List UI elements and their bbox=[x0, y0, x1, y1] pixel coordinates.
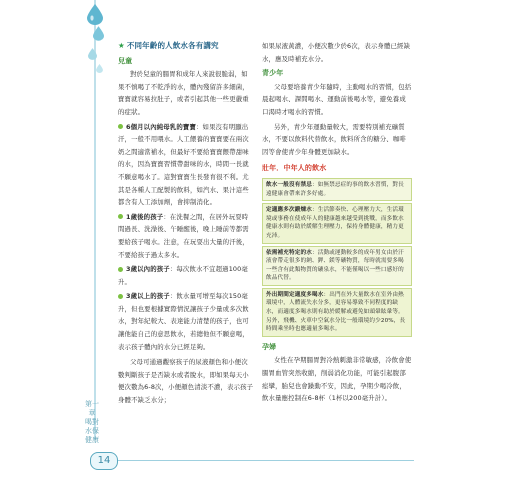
star-icon: ★ bbox=[118, 41, 125, 50]
bullet-icon bbox=[118, 294, 123, 299]
water-drop-icon bbox=[96, 64, 103, 73]
paragraph: 女性在孕期腸胃對冷熱刺激非常敏感，冷飲會使腸胃血管突然收縮，削弱消化功能，可能引起腹部痙攣，胎兒也會躁動不安，因此，孕期少喝冷飲，飲水量應控制在6-8杯（1杯以200毫升計）。 bbox=[262, 356, 412, 403]
paragraph: 如果尿液黃濃，小便次數少於6次，表示身體已經缺水，應及時補充水分。 bbox=[262, 42, 411, 63]
section-heading-adult: 壯年．中年人的飲水 bbox=[262, 164, 327, 173]
left-column bbox=[118, 40, 254, 407]
water-drop-icon bbox=[93, 26, 104, 41]
section-heading-pregnant: 孕婦 bbox=[262, 342, 277, 351]
paragraph: 對於兒童的腸胃和成年人來說很脆弱，如果不慎喝了不乾淨的水，體內殘留許多細菌，寶寶就容易拉肚子，或者引起其他一些更嚴重的症狀。 bbox=[118, 70, 249, 116]
bullet-icon bbox=[118, 214, 123, 219]
bullet-item: 1歲後的孩子：在洗餐之間，在居外玩耍時間過長、洗澡後、午睡醒後，晚上睡前等都需要給孩子喝水。注意，在玩耍出大量的汗後，不要給孩子過太多水。 bbox=[118, 212, 249, 259]
paragraph: 父母可通過觀察孩子的尿液顏色和小便次數判斷孩子是否缺水或者脫水，即如果每天小便次數為6-8次，小便顏色清淡不濃，表示孩子身體不缺乏水分； bbox=[118, 358, 254, 405]
tip-box: 定適應多次鍛煉水：生活節奏快、心理壓力大，生活環境或事務在使成年人的健康越來越受到挑戰，而多飲水健康水則有助於緩解生理壓力，保持身體健康，精力更充沛。 bbox=[262, 203, 412, 243]
bullet-item: 3歲以上的孩子：飲水量可增至每次150毫升，但也要根據實際情況讓孩子少量或多次飲水，對年紀較大、表達能力清楚的孩子，也可讓他能自己的意思飲水，若總他但不願意喝，表示孩子體內的水分已經足夠。 bbox=[118, 292, 249, 351]
water-drop-icon bbox=[88, 48, 97, 60]
bullet-icon bbox=[118, 267, 123, 272]
bullet-item: 3歲以內的孩子：每次飲水不宜超過100毫升。 bbox=[118, 265, 248, 286]
page-number: 14 bbox=[90, 452, 118, 470]
bullet-icon bbox=[118, 124, 123, 129]
bullet-item: 6個月以內純母乳的寶寶：如果沒有明顯出汗，一般不用喂水。人工餵養的寶寶要在兩次奶之間適當補水，但最好不要給寶寶餵帶甜味的水，因為寶寶習慣帶甜味的水，時間一長就不願意喝水了。這對寶寶生長發育很不利。尤其是各種人工配製的飲料，如汽水、果汁這些都含有人工添加劑，會抑制消化。 bbox=[118, 122, 249, 207]
article-title: ★ 不同年齡的人飲水各有講究 bbox=[118, 41, 219, 50]
water-drop-icon bbox=[87, 4, 103, 25]
right-column bbox=[262, 40, 412, 405]
paragraph: 另外，青少年運動量較大，需要特別補充礦質水，不要以飲料代替飲水，飲料所含的糖分、咖啡因等會使青少年身體更加缺水。 bbox=[262, 122, 406, 156]
chapter-label: 第一章 喝對水保健康 bbox=[85, 400, 99, 444]
section-heading-teen: 青少年 bbox=[262, 69, 284, 78]
tip-box: 外出期間定適度多喝水：出門在外大量飲水在室外由熱環境中，人體流失水分多，更容易導致不同程度的缺水，而適度多喝水則有助於緩解或避免如頭暈眩暈等。另外，飛機、火車中空氣水分比一般環境約少20%，長時間乘坐時也應適量多喝水。 bbox=[262, 288, 412, 337]
footer-line bbox=[114, 460, 414, 461]
paragraph: 父母要培養青少年隨時，主動喝水的習慣，包括晨起喝水、課間喝水、運動前後喝水等，避免養成口渴時才喝水的習慣。 bbox=[262, 82, 412, 116]
section-heading-children: 兒童 bbox=[118, 56, 133, 65]
tip-box: 依需補充特定的水：活動或運動較多的成年男女由於汗液會帶走很多的鈉、鉀、鎂等礦物質，每時就需要多喝一些含有此類物質的礦泉水，不能僅喝以一些口感好的飲品代替。 bbox=[262, 246, 412, 286]
tip-box: 飲水一般沒有禁忌：如無禁忌症的事的飲水習慣，對長遠健康會帶來許多好處。 bbox=[262, 178, 412, 201]
